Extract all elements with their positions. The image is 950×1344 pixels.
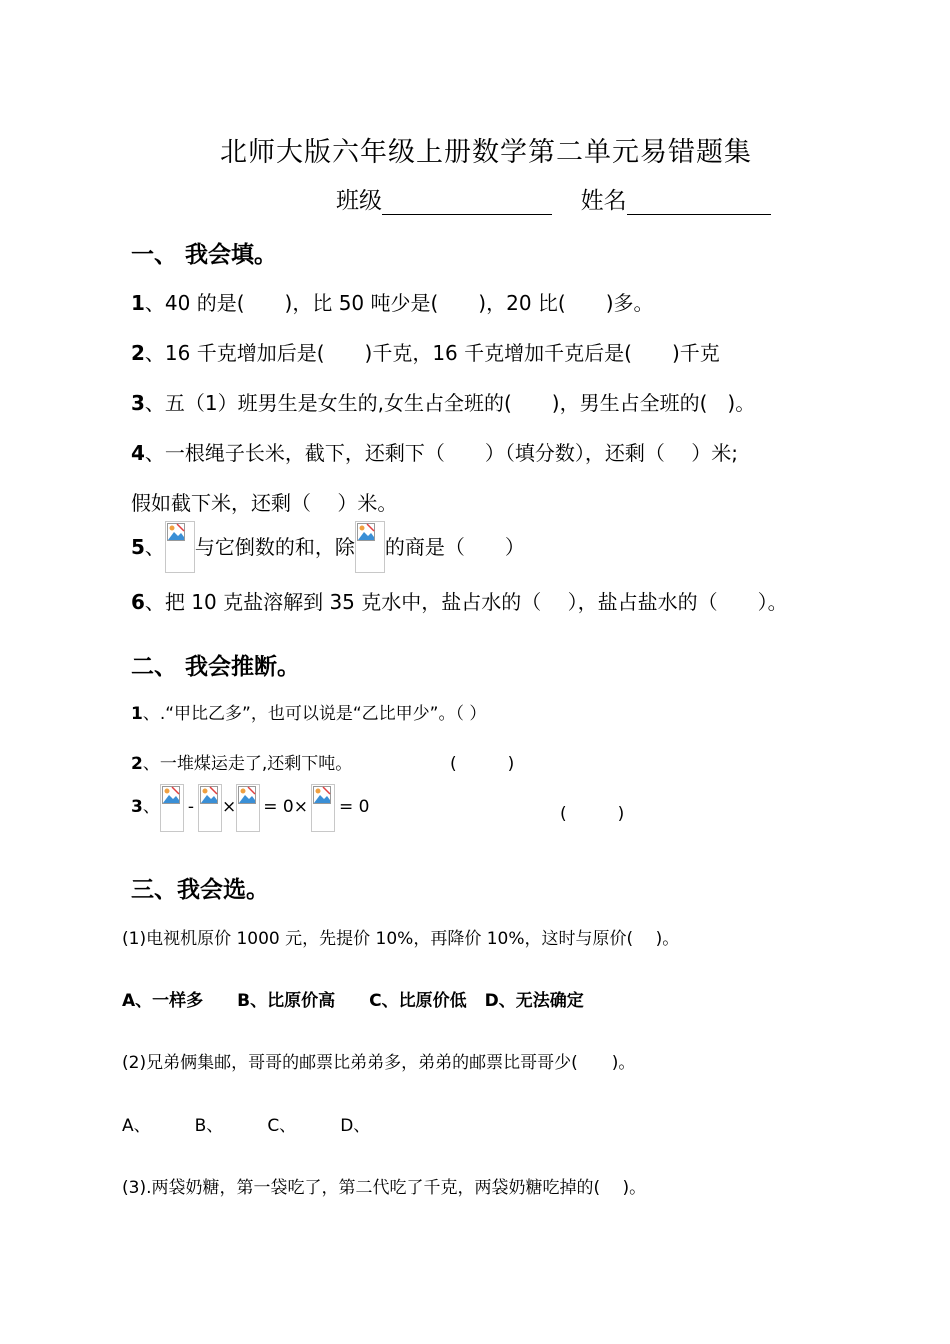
name-blank[interactable]: [627, 190, 771, 215]
question-number: 3: [131, 391, 145, 415]
question-text: 、.“甲比乙多”，也可以说是“乙比甲少”。（ ）: [142, 704, 487, 724]
question-text: 的商是（ ）: [384, 535, 525, 559]
question-number: 4: [131, 441, 145, 465]
times-sign: ×: [221, 797, 237, 817]
broken-image-icon: [311, 784, 335, 832]
question-text: 、: [144, 535, 165, 559]
question-number: 2: [131, 341, 145, 365]
s3-question-1: (1)电视机原价 1000 元，先提价 10%，再降价 10%，这时与原价( )。: [122, 929, 680, 949]
option-b[interactable]: B、: [194, 1116, 224, 1136]
section1-heading: 一、 我会填。: [131, 242, 278, 268]
s1-question-1: [131, 287, 654, 316]
s2-question-2: [131, 749, 352, 774]
s2-question-3-answer[interactable]: ( ): [560, 804, 625, 824]
option-a[interactable]: A、: [122, 1116, 151, 1136]
class-blank[interactable]: [382, 190, 552, 215]
broken-image-icon: [165, 521, 195, 573]
question-text: 、一堆煤运走了,还剩下吨。: [142, 754, 353, 774]
s2-question-3: [131, 782, 369, 832]
s1-question-4: [131, 437, 738, 466]
option-a[interactable]: A、一样多: [122, 991, 204, 1011]
broken-image-icon: [355, 521, 385, 573]
s1-question-5: [131, 521, 525, 573]
option-c[interactable]: C、比原价低: [369, 991, 467, 1011]
s1-question-4-continued: 假如截下米，还剩（ ）米。: [131, 491, 398, 515]
question-number: 3: [131, 797, 143, 817]
name-label: 姓名: [580, 188, 627, 214]
s2-question-1: [131, 699, 486, 724]
option-c[interactable]: C、: [267, 1116, 297, 1136]
section3-heading: 三、我会选。: [131, 877, 269, 903]
question-number: 5: [131, 535, 145, 559]
question-text: 、: [142, 797, 160, 817]
question-number: 6: [131, 590, 145, 614]
s1-question-6: [131, 586, 788, 615]
s3-question-2-options: [122, 1111, 370, 1136]
s2-question-2-answer[interactable]: ( ): [450, 754, 515, 774]
s3-question-3: (3).两袋奶糖，第一袋吃了，第二代吃了千克，两袋奶糖吃掉的( )。: [122, 1178, 647, 1198]
broken-image-icon: [160, 784, 184, 832]
question-text: 、16 千克增加后是( )千克，16 千克增加千克后是( )千克: [144, 341, 720, 365]
class-name-line: [336, 182, 771, 215]
equation-text: = 0×: [263, 797, 308, 817]
question-number: 1: [131, 291, 145, 315]
section2-heading: 二、 我会推断。: [131, 654, 301, 680]
option-b[interactable]: B、比原价高: [237, 991, 336, 1011]
question-text: 与它倒数的和，除: [194, 535, 355, 559]
broken-image-icon: [198, 784, 222, 832]
question-text: 、一根绳子长米，截下，还剩下（ ）（填分数），还剩（ ）米;: [144, 441, 739, 465]
question-text: 、五（1）班男生是女生的,女生占全班的( )，男生占全班的( )。: [144, 391, 756, 415]
question-number: 2: [131, 754, 143, 774]
minus-sign: -: [187, 797, 194, 817]
question-text: 、40 的是( )，比 50 吨少是( )，20 比( )多。: [144, 291, 654, 315]
question-text: 、把 10 克盐溶解到 35 克水中，盐占水的（ ），盐占盐水的（ ）。: [144, 590, 788, 614]
option-d[interactable]: D、: [340, 1116, 371, 1136]
s3-question-1-options: [122, 986, 584, 1011]
equation-text: = 0: [338, 797, 370, 817]
s1-question-3: [131, 387, 755, 416]
broken-image-icon: [236, 784, 260, 832]
option-d[interactable]: D、无法确定: [484, 991, 584, 1011]
page-title: 北师大版六年级上册数学第二单元易错题集: [220, 137, 752, 168]
s1-question-2: [131, 337, 720, 366]
question-number: 1: [131, 704, 143, 724]
class-label: 班级: [336, 188, 382, 214]
s3-question-2: (2)兄弟俩集邮，哥哥的邮票比弟弟多，弟弟的邮票比哥哥少( )。: [122, 1053, 636, 1073]
